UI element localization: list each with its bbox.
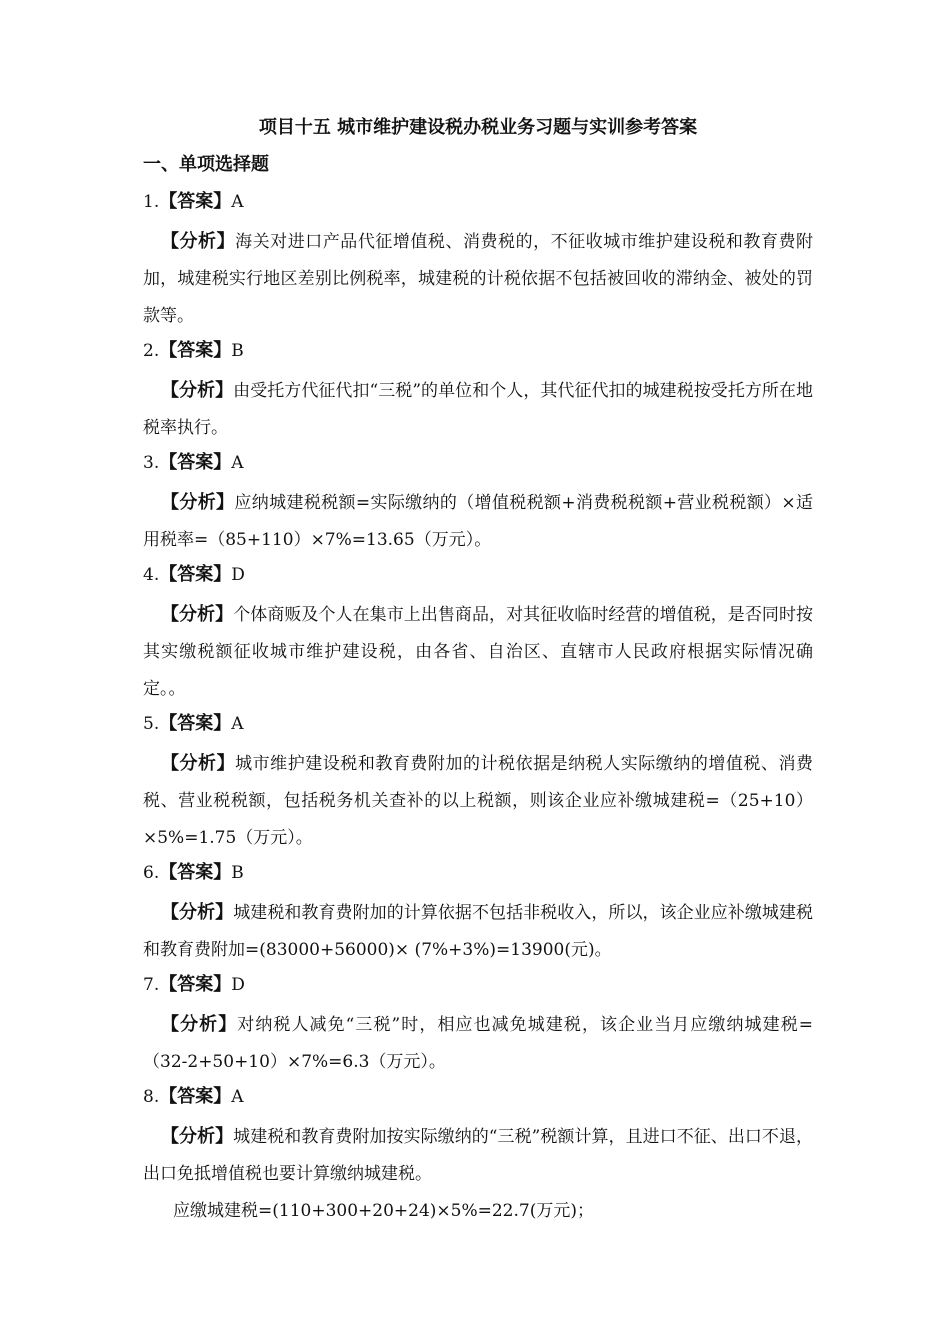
analysis-paragraph xyxy=(143,745,813,857)
analysis-label: 【分析】 xyxy=(161,231,236,252)
question-number: 4. xyxy=(143,565,160,585)
analysis-paragraph xyxy=(143,372,813,447)
question-number: 2. xyxy=(143,341,160,361)
analysis-text: 由受托方代征代扣“三税”的单位和个人，其代征代扣的城建税按受托方所在地税率执行。 xyxy=(143,381,813,438)
answer-line xyxy=(143,969,813,1001)
analysis-label: 【分析】 xyxy=(161,753,236,774)
analysis-label: 【分析】 xyxy=(161,1126,234,1147)
analysis-text: 海关对进口产品代征增值税、消费税的，不征收城市维护建设税和教育费附加，城建税实行地区差别比例税率，城建税的计税依据不包括被回收的滞纳金、被处的罚款等。 xyxy=(143,232,814,326)
answer-label: 【答案】 xyxy=(159,340,232,361)
answer-label: 【答案】 xyxy=(159,191,232,212)
analysis-paragraph xyxy=(143,894,813,969)
question-number: 5. xyxy=(143,714,160,734)
document-page xyxy=(143,112,813,1230)
analysis-paragraph xyxy=(143,1118,813,1193)
answer-line xyxy=(143,186,813,218)
question-number: 3. xyxy=(143,453,160,473)
question-number: 6. xyxy=(143,863,160,883)
question-number: 8. xyxy=(143,1087,160,1107)
document-title: 项目十五 城市维护建设税办税业务习题与实训参考答案 xyxy=(258,117,698,138)
question-4 xyxy=(143,559,813,708)
analysis-paragraph xyxy=(143,596,813,708)
answer-value: B xyxy=(231,863,244,883)
analysis-label: 【分析】 xyxy=(161,492,235,513)
answer-line xyxy=(143,559,813,591)
analysis-label: 【分析】 xyxy=(161,1014,238,1035)
answer-value: A xyxy=(231,192,244,212)
answer-line xyxy=(143,1081,813,1113)
section-heading: 一、单项选择题 xyxy=(143,154,269,175)
answer-value: A xyxy=(231,1087,244,1107)
answer-line xyxy=(143,857,813,889)
answer-value: A xyxy=(231,714,244,734)
answer-label: 【答案】 xyxy=(159,564,232,585)
question-number: 1. xyxy=(143,192,160,212)
analysis-text: 城市维护建设税和教育费附加的计税依据是纳税人实际缴纳的增值税、消费税、营业税税额，包括税务机关查补的以上税额，则该企业应补缴城建税=（25+10）×5%=1.75（万元）。 xyxy=(143,754,814,848)
answer-label: 【答案】 xyxy=(159,452,232,473)
analysis-text: 应纳城建税税额=实际缴纳的（增值税税额+消费税税额+营业税税额）×适用税率=（85+110）×7%=13.65（万元）。 xyxy=(143,493,814,550)
question-2 xyxy=(143,335,813,447)
question-7 xyxy=(143,969,813,1081)
answer-label: 【答案】 xyxy=(159,862,232,883)
analysis-label: 【分析】 xyxy=(161,380,234,401)
analysis-text: 城建税和教育费附加的计算依据不包括非税收入，所以，该企业应补缴城建税和教育费附加=(83000+56000)× (7%+3%)=13900(元)。 xyxy=(143,903,814,960)
analysis-paragraph xyxy=(143,484,813,559)
analysis-paragraph xyxy=(143,1006,813,1081)
analysis-text: 对纳税人减免“三税”时，相应也减免城建税，该企业当月应缴纳城建税=（32-2+50+10）×7%=6.3（万元）。 xyxy=(143,1015,814,1072)
answer-value: D xyxy=(231,975,245,995)
analysis-label: 【分析】 xyxy=(161,902,234,923)
answer-line xyxy=(143,335,813,367)
answer-label: 【答案】 xyxy=(159,974,232,995)
question-number: 7. xyxy=(143,975,160,995)
answer-value: B xyxy=(231,341,244,361)
analysis-text: 个体商贩及个人在集市上出售商品，对其征收临时经营的增值税，是否同时按其实缴税额征收城市维护建设税，由各省、自治区、直辖市人民政府根据实际情况确定。。 xyxy=(143,605,814,699)
question-3 xyxy=(143,447,813,559)
analysis-paragraph xyxy=(143,223,813,335)
answer-value: A xyxy=(231,453,244,473)
question-5 xyxy=(143,708,813,857)
analysis-text: 城建税和教育费附加按实际缴纳的“三税”税额计算，且进口不征、出口不退，出口免抵增值税也要计算缴纳城建税。 xyxy=(143,1127,813,1184)
answer-label: 【答案】 xyxy=(159,713,232,734)
question-6 xyxy=(143,857,813,969)
answer-label: 【答案】 xyxy=(159,1086,232,1107)
answer-value: D xyxy=(231,565,245,585)
answer-line xyxy=(143,447,813,479)
calculation-line: 应缴城建税=(110+300+20+24)×5%=22.7(万元)； xyxy=(173,1201,594,1221)
analysis-label: 【分析】 xyxy=(161,604,234,625)
question-8 xyxy=(143,1081,813,1230)
answer-line xyxy=(143,708,813,740)
question-1 xyxy=(143,186,813,335)
